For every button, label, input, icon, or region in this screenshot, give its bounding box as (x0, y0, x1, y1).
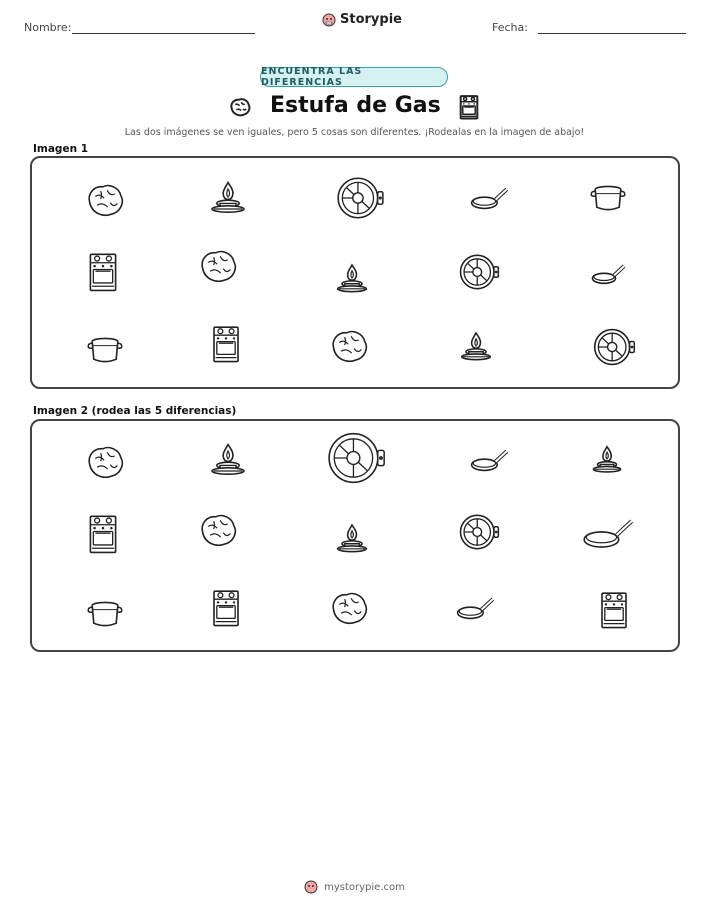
page-title: Estufa de Gas (270, 93, 441, 118)
knob-icon[interactable] (322, 426, 390, 490)
rock-icon (194, 244, 242, 288)
knob-icon (332, 172, 388, 224)
burner-icon[interactable] (208, 436, 248, 482)
knob-icon (454, 250, 504, 294)
stove-icon[interactable] (82, 510, 124, 558)
burner-icon (208, 174, 248, 220)
pan-icon (462, 178, 518, 218)
rock-icon (324, 324, 374, 368)
activity-badge: ENCUENTRA LAS DIFERENCIAS (260, 67, 448, 87)
pot-icon (584, 176, 632, 216)
stove-icon[interactable] (594, 586, 634, 634)
burner-icon[interactable] (590, 436, 624, 482)
brand-logo (322, 12, 402, 27)
pot-icon[interactable] (80, 592, 130, 632)
stove-icon (82, 248, 124, 296)
knob-icon (588, 324, 640, 370)
section2-label: Imagen 2 (rodea las 5 diferencias) (33, 405, 237, 417)
knob-icon[interactable] (454, 510, 504, 554)
burner-icon[interactable] (334, 516, 370, 560)
rock-icon[interactable] (194, 508, 242, 552)
stove-icon (206, 320, 246, 368)
rock-icon[interactable] (80, 440, 130, 484)
footer (0, 880, 709, 894)
brand-name: Storypie (340, 12, 402, 27)
storypie-mascot-icon (304, 880, 318, 894)
pan-icon[interactable] (448, 588, 504, 628)
date-field[interactable] (538, 33, 686, 34)
name-label: Nombre: (24, 21, 72, 34)
burner-icon (458, 324, 494, 368)
stove-icon (456, 92, 482, 122)
rock-icon (226, 95, 254, 119)
section1-label: Imagen 1 (33, 143, 89, 155)
footer-url[interactable]: mystorypie.com (324, 881, 405, 893)
pan-icon (584, 256, 634, 292)
date-label: Fecha: (492, 21, 528, 34)
rock-icon[interactable] (324, 586, 374, 630)
stove-icon[interactable] (206, 584, 246, 632)
storypie-mascot-icon (322, 13, 336, 27)
burner-icon (334, 256, 370, 300)
instructions: Las dos imágenes se ven iguales, pero 5 cosas son diferentes. ¡Rodealas en la imagen de abajo! (124, 127, 585, 138)
pot-icon (80, 328, 130, 368)
rock-icon (80, 178, 130, 222)
name-field[interactable] (72, 33, 255, 34)
pan-icon[interactable] (572, 506, 646, 560)
pan-icon[interactable] (462, 440, 518, 480)
